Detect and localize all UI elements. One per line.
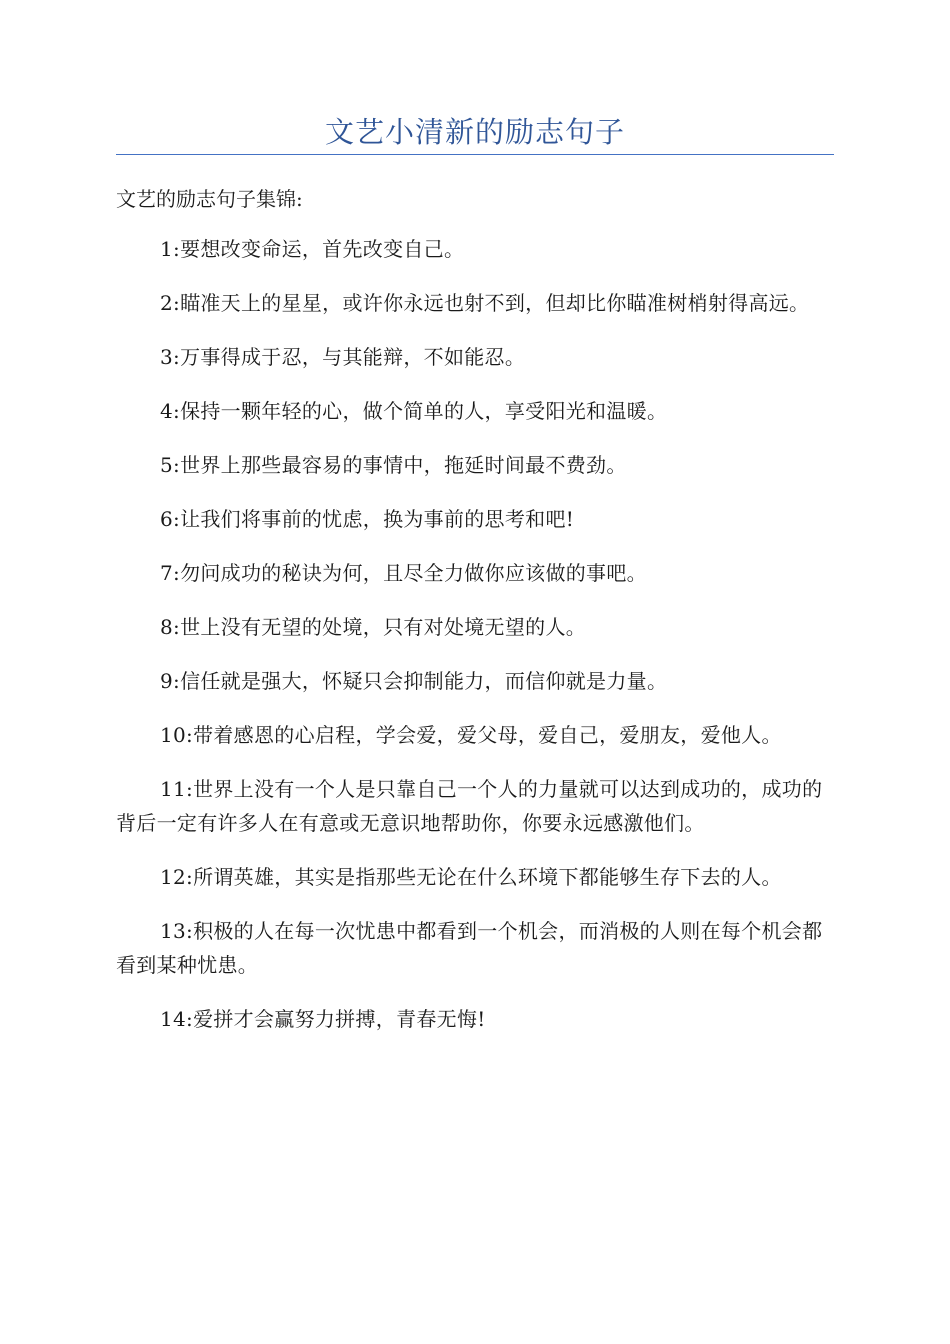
title-underline [116, 154, 834, 155]
intro-text: 文艺的励志句子集锦: [116, 187, 303, 211]
quote-item-11: 11:世界上没有一个人是只靠自己一个人的力量就可以达到成功的，成功的背后一定有许多人在有意或无意识地帮助你，你要永远感激他们。 [116, 777, 823, 835]
quote-item-6: 6:让我们将事前的忧虑，换为事前的思考和吧! [160, 507, 575, 531]
quote-item-13: 13:积极的人在每一次忧患中都看到一个机会，而消极的人则在每个机会都看到某种忧患。 [116, 919, 823, 977]
quote-item-14: 14:爱拼才会赢努力拼搏，青春无悔! [160, 1007, 486, 1031]
quote-item-12: 12:所谓英雄，其实是指那些无论在什么环境下都能够生存下去的人。 [160, 865, 782, 889]
quote-item-9: 9:信任就是强大，怀疑只会抑制能力，而信仰就是力量。 [160, 669, 668, 693]
quote-item-10: 10:带着感恩的心启程，学会爱，爱父母，爱自己，爱朋友，爱他人。 [160, 723, 782, 747]
quote-item-5: 5:世界上那些最容易的事情中，拖延时间最不费劲。 [160, 453, 627, 477]
quote-item-2: 2:瞄准天上的星星，或许你永远也射不到，但却比你瞄准树梢射得高远。 [160, 291, 810, 315]
quote-item-8: 8:世上没有无望的处境，只有对处境无望的人。 [160, 615, 587, 639]
quote-item-3: 3:万事得成于忍，与其能辩，不如能忍。 [160, 345, 526, 369]
quote-item-4: 4:保持一颗年轻的心，做个简单的人，享受阳光和温暖。 [160, 399, 668, 423]
quote-list [116, 232, 834, 1056]
document-title: 文艺小清新的励志句子 [324, 115, 625, 149]
quote-item-1: 1:要想改变命运，首先改变自己。 [160, 237, 465, 261]
quote-item-7: 7:勿问成功的秘诀为何，且尽全力做你应该做的事吧。 [160, 561, 647, 585]
